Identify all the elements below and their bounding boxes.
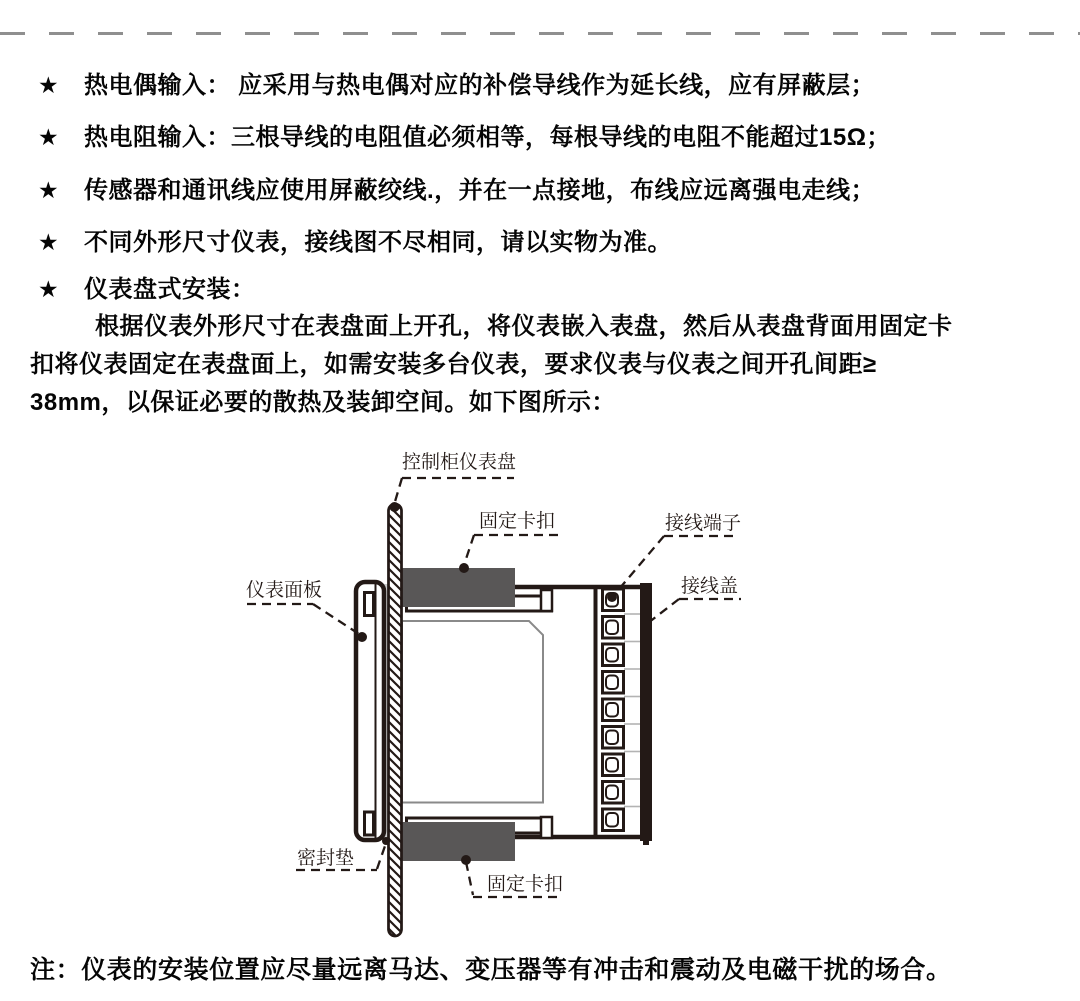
- bullet-item-panel-mount: [38, 276, 256, 303]
- star-bullet-icon: ★: [38, 229, 60, 255]
- case-inner-body: [402, 621, 543, 803]
- leader-front-panel-diagonal: [313, 604, 359, 634]
- bullet-item-rtd: [38, 124, 891, 151]
- paragraph-line: 扣将仪表固定在表盘面上，如需安装多台仪表，要求仪表与仪表之间开孔间距≥: [30, 351, 877, 378]
- star-bullet-icon: ★: [38, 124, 60, 150]
- star-bullet-icon: ★: [38, 72, 60, 98]
- fixing-clamp-bottom: [399, 822, 515, 861]
- star-bullet-icon: ★: [38, 177, 60, 203]
- leader-clamp-bottom-diagonal: [466, 862, 473, 895]
- star-bullet-icon: ★: [38, 276, 60, 302]
- top-dashed-divider: [0, 32, 1080, 35]
- leader-panel-diagonal: [394, 478, 402, 505]
- label-terminal: 接线端子: [665, 513, 742, 534]
- label-gasket: 密封垫: [297, 848, 355, 869]
- fixing-clamp-top: [399, 568, 515, 607]
- label-terminal-cover: 接线盖: [681, 576, 739, 597]
- bullet-item-sensor-wiring: [38, 177, 875, 204]
- panel-mounting-diagram: [0, 440, 1080, 950]
- cabinet-panel-bar: [389, 504, 402, 936]
- note-text: 注：仪表的安装位置应尽量远离马达、变压器等有冲击和震动及电磁干扰的场合。: [30, 956, 952, 984]
- terminal-spacer-strip: [624, 614, 640, 807]
- bullet-text: 热电偶输入： 应采用与热电偶对应的补偿导线作为延长线，应有屏蔽层；: [84, 72, 876, 99]
- label-cabinet-panel: 控制柜仪表盘: [402, 452, 517, 473]
- instrument-front-bezel: [356, 582, 384, 840]
- leader-cover-diagonal: [648, 599, 679, 623]
- bullet-text: 仪表盘式安装：: [84, 276, 256, 303]
- terminal-strip: [603, 589, 641, 831]
- leader-gasket-diagonal: [377, 843, 386, 869]
- leader-clamp-top-diagonal: [464, 535, 474, 565]
- label-front-panel: 仪表面板: [246, 580, 323, 601]
- bullet-item-thermocouple: [38, 72, 875, 99]
- label-fixing-clamp-bottom: 固定卡扣: [487, 874, 564, 895]
- bullet-text: 热电阻输入：三根导线的电阻值必须相等，每根导线的电阻不能超过15Ω；: [84, 124, 891, 151]
- bullet-text: 不同外形尺寸仪表，接线图不尽相同，请以实物为准。: [84, 229, 672, 256]
- paragraph-line: 38mm，以保证必要的散热及装卸空间。如下图所示：: [30, 389, 616, 416]
- bullet-text: 传感器和通讯线应使用屏蔽绞线.，并在一点接地，布线应远离强电走线；: [84, 177, 876, 204]
- label-fixing-clamp-top: 固定卡扣: [479, 511, 556, 532]
- bullet-item-dimensions: [38, 229, 672, 256]
- paragraph-line: 根据仪表外形尺寸在表盘面上开孔，将仪表嵌入表盘，然后从表盘背面用固定卡: [95, 313, 953, 340]
- install-paragraph: [30, 308, 1040, 422]
